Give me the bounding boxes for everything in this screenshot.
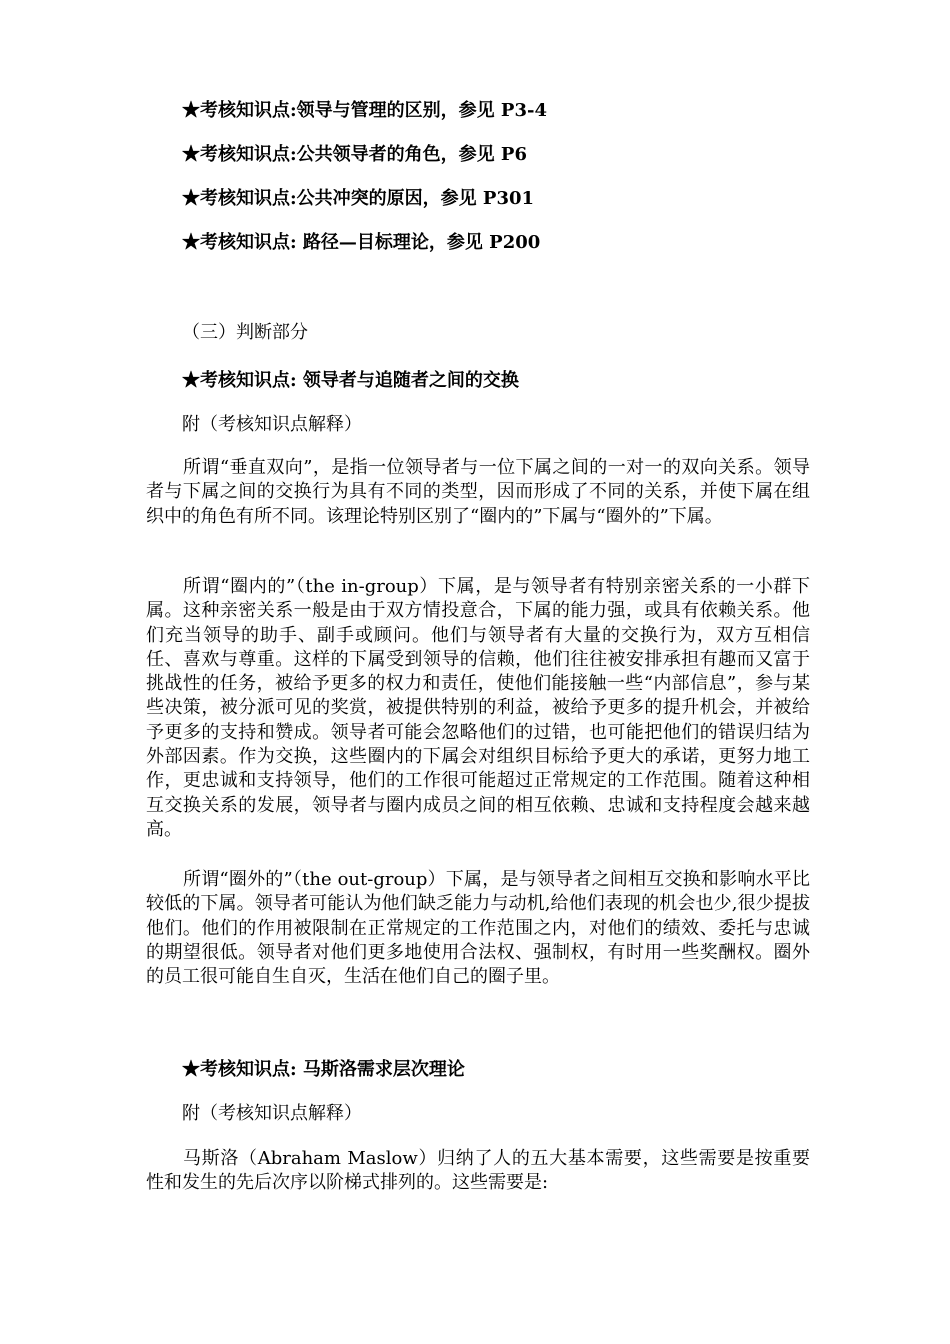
body-paragraph: 所谓“垂直双向”，是指一位领导者与一位下属之间的一对一的双向关系。领导者与下属之间的交换行为具有不同的类型，因而形成了不同的关系，并使下属在组织中的角色有所不同。该理论特别区别了“圈内的”下属与“圈外的”下属。 — [146, 457, 810, 527]
body-paragraph: 所谓“圈外的”（the out-group）下属，是与领导者之间相互交换和影响水平比较低的下属。领导者可能认为他们缺乏能力与动机,给他们表现的机会也少,很少提拔他们。他们的作用被限制在正常规定的工作范围之内，对他们的绩效、委托与忠诚的期望很低。领导者对他们更多地使用合法权、强制权，有时用一些奖酬权。圈外的员工很可能自生自灭，生活在他们自己的圈子里。 — [146, 869, 810, 988]
appendix-label: 附（考核知识点解释） — [182, 414, 362, 435]
knowledge-point-heading: ★考核知识点:领导与管理的区别，参见 P3-4 — [182, 100, 547, 121]
knowledge-point-heading: ★考核知识点: 领导者与追随者之间的交换 — [182, 370, 519, 391]
appendix-label: 附（考核知识点解释） — [182, 1103, 362, 1124]
knowledge-point-heading: ★考核知识点: 马斯洛需求层次理论 — [182, 1059, 465, 1080]
knowledge-point-heading: ★考核知识点: 路径—目标理论，参见 P200 — [182, 232, 541, 253]
knowledge-point-heading: ★考核知识点:公共冲突的原因，参见 P301 — [182, 188, 535, 209]
body-paragraph: 马斯洛（Abraham Maslow）归纳了人的五大基本需要，这些需要是按重要性和发生的先后次序以阶梯式排列的。这些需要是: — [146, 1148, 810, 1194]
knowledge-point-heading: ★考核知识点:公共领导者的角色，参见 P6 — [182, 144, 527, 165]
body-paragraph: 所谓“圈内的”（the in-group）下属，是与领导者有特别亲密关系的一小群下属。这种亲密关系一般是由于双方情投意合，下属的能力强，或具有依赖关系。他们充当领导的助手、副手或顾问。他们与领导者有大量的交换行为，双方互相信任、喜欢与尊重。这样的下属受到领导的信赖，他们往往被安排承担有趣而又富于挑战性的任务，被给予更多的权力和责任，使他们能接触一些“内部信息”，参与某些决策，被分派可见的奖赏，被提供特别的利益，被给予更多的提升机会，并被给予更多的支持和赞成。领导者可能会忽略他们的过错，也可能把他们的错误归结为外部因素。作为交换，这些圈内的下属会对组织目标给予更大的承诺，更努力地工作，更忠诚和支持领导，他们的工作很可能超过正常规定的工作范围。随着这种相互交换关系的发展，领导者与圈内成员之间的相互依赖、忠诚和支持程度会越来越高。 — [146, 576, 810, 840]
section-heading: （三）判断部分 — [182, 322, 308, 343]
